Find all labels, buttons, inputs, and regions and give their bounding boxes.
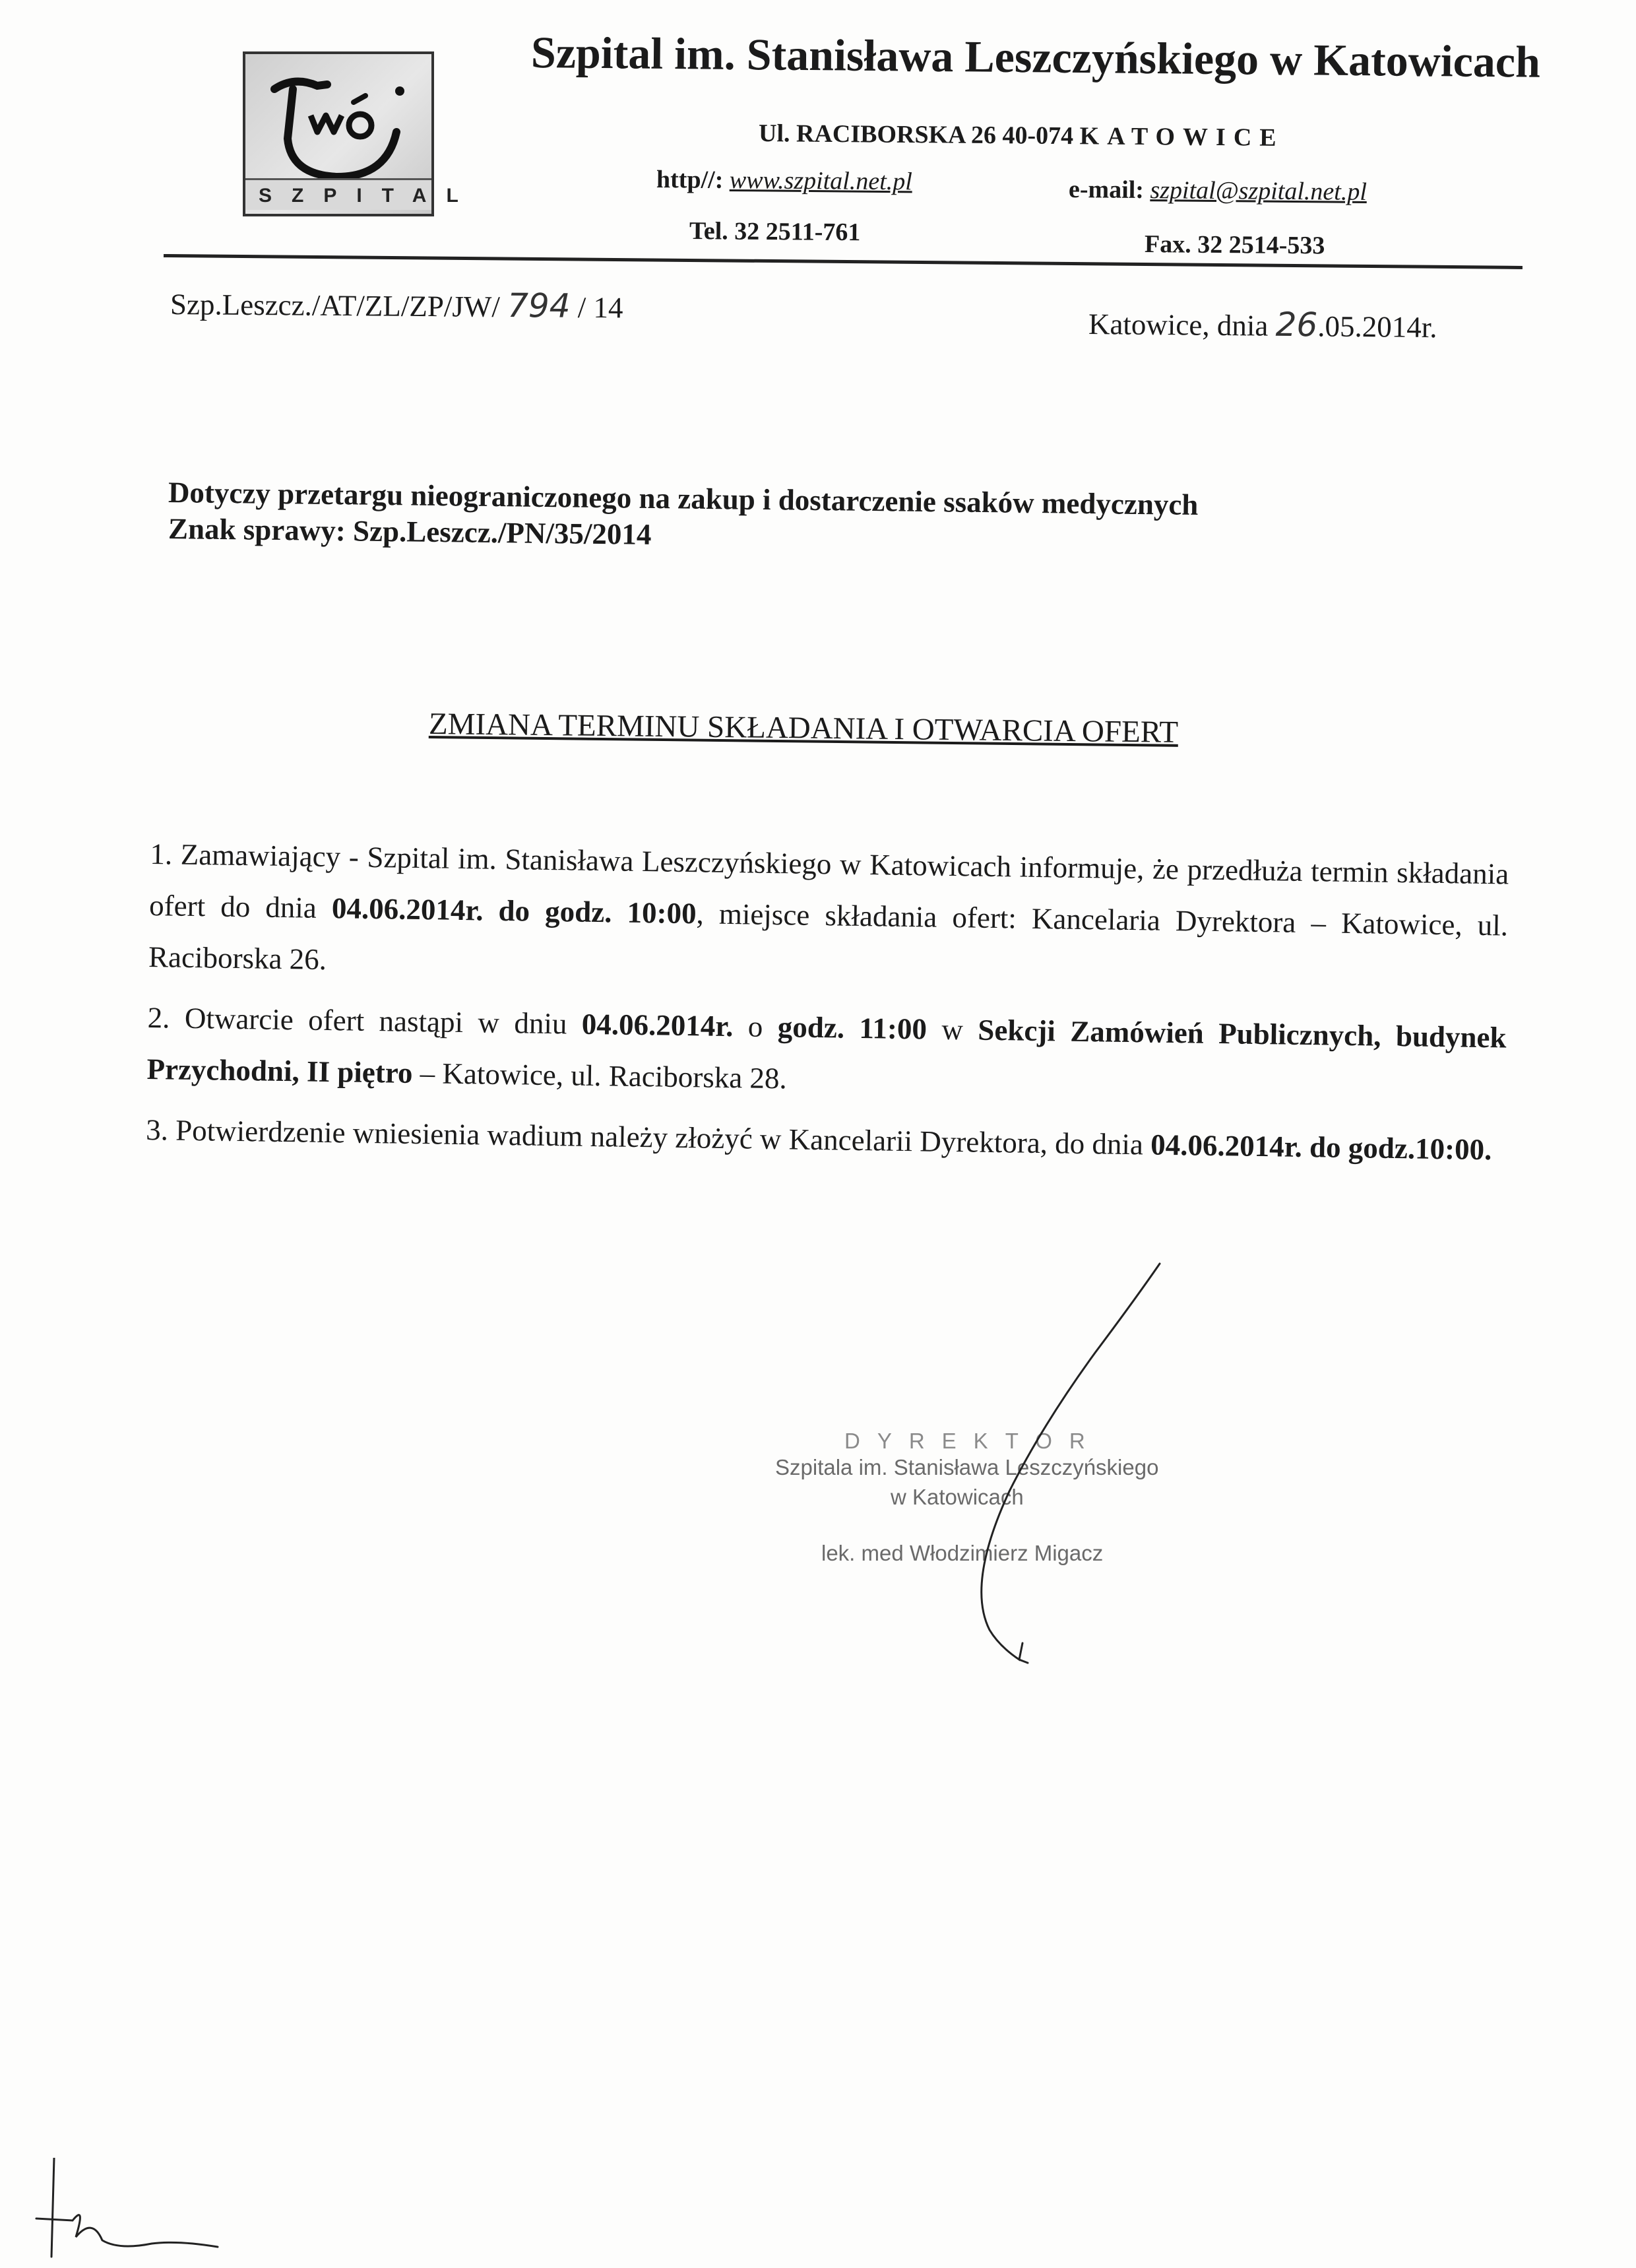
initials-scribble (26, 2158, 237, 2263)
reference-prefix: Szp.Leszcz./AT/ZL/ZP/JW/ (170, 288, 501, 323)
p2-text-g: – Katowice, ul. Raciborska 28. (412, 1056, 788, 1095)
email (1069, 175, 1367, 207)
case-reference: Znak sprawy: Szp.Leszcz./PN/35/2014 (168, 512, 652, 551)
date-suffix: .05.2014r. (1317, 309, 1437, 344)
website-link[interactable]: www.szpital.net.pl (729, 166, 912, 196)
p1-deadline: 04.06.2014r. do godz. 10:00 (331, 891, 697, 930)
reference-suffix: / 14 (577, 290, 623, 325)
p2-text-e: w (926, 1012, 978, 1047)
document-reference (170, 284, 623, 325)
notice-heading: ZMIANA TERMINU SKŁADANIA I OTWARCIA OFERT (428, 707, 1179, 750)
p3-text-a: 3. Potwierdzenie wniesienia wadium należy złożyć w Kancelarii Dyrektora, do dnia (145, 1113, 1151, 1161)
hospital-name: Szpital im. Stanisława Leszczyńskiego w Katowicach (530, 27, 1541, 87)
p2-time: godz. 11:00 (777, 1010, 928, 1046)
p1-text-a: 1. Zamawiający - Szpital im. Stanisława Leszczyńskiego w Katowicach informuje, że przedłuża termin składania ofert do dnia (148, 837, 1509, 925)
paragraph-3 (146, 1104, 1505, 1176)
address-street: Ul. RACIBORSKA 26 40-074 (758, 119, 1074, 150)
date-day-handwritten: 26 (1275, 305, 1318, 344)
logo-twoj-icon (255, 59, 425, 181)
fax: Fax. 32 2514-533 (1144, 230, 1325, 260)
p1-text-c: , miejsce składania ofert: Kancelaria Dyrektora – Katowice, ul. Raciborska 26. (148, 897, 1509, 976)
date-prefix: Katowice, dnia (1088, 308, 1269, 342)
website-label: http//: (656, 166, 724, 194)
hospital-address (759, 119, 1284, 152)
email-label: e-mail: (1068, 176, 1145, 204)
paragraph-2 (146, 992, 1507, 1115)
p2-text-c: o (733, 1010, 778, 1044)
paragraph-1 (148, 828, 1509, 1003)
p2-date: 04.06.2014r. (581, 1007, 734, 1043)
stamp-line-1: Szpitala im. Stanisława Leszczyńskiego (775, 1455, 1159, 1479)
reference-number-handwritten: 794 (507, 286, 571, 325)
hospital-logo (243, 51, 478, 216)
stamp-title: DYREKTOR (844, 1429, 1102, 1453)
document-date (1088, 304, 1437, 345)
logo-word: SZPITAL (245, 178, 431, 210)
p2-location: Sekcji Zamówień Publicznych, budynek Przychodni, II piętro (146, 1013, 1507, 1089)
stamp-line-2: w Katowicach (891, 1485, 1024, 1509)
subject-line: Dotyczy przetargu nieograniczonego na zakup i dostarczenie ssaków medycznych (168, 476, 1199, 522)
director-signature (910, 1254, 1174, 1683)
notice-body (145, 828, 1509, 1185)
telephone: Tel. 32 2511-761 (689, 217, 861, 247)
p2-text-a: 2. Otwarcie ofert nastąpi w dniu (147, 1000, 582, 1041)
stamp-line-3: lek. med Włodzimierz Migacz (821, 1541, 1104, 1565)
email-link[interactable]: szpital@szpital.net.pl (1150, 176, 1368, 206)
address-city: KATOWICE (1079, 122, 1284, 152)
p3-deadline: 04.06.2014r. do godz.10:00. (1150, 1128, 1492, 1167)
website (656, 165, 912, 196)
